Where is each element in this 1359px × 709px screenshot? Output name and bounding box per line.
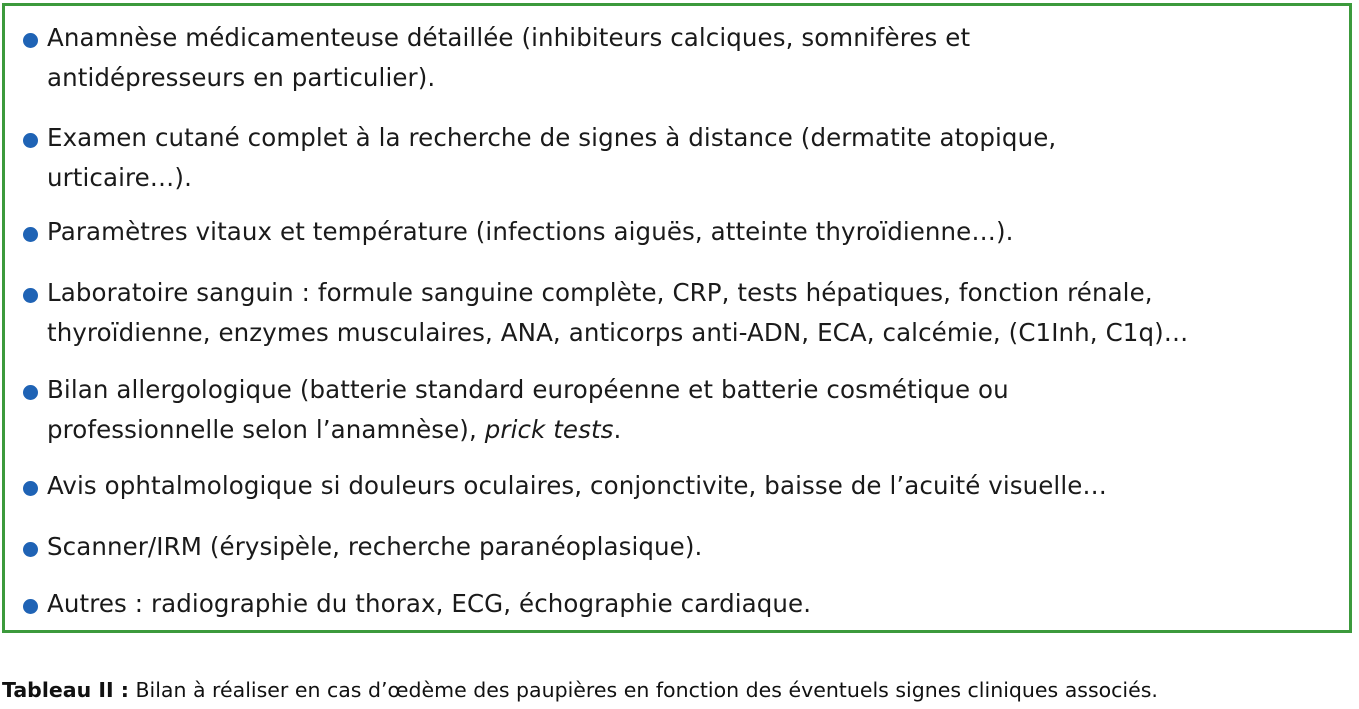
bullet-icon — [23, 542, 38, 557]
list-item — [23, 18, 1339, 98]
bullet-icon — [23, 385, 38, 400]
list-item — [23, 273, 1339, 353]
bullet-icon — [23, 133, 38, 148]
bullet-icon — [23, 227, 38, 242]
caption-text: Bilan à réaliser en cas d’œdème des paupières en fonction des éventuels signes cliniques associés. — [128, 678, 1158, 702]
table-caption — [2, 676, 1158, 704]
item-text-main: Bilan allergologique (batterie standard européenne et batterie cosmétique ou professionnelle selon l’anamnèse), — [47, 375, 1009, 444]
list-item — [23, 527, 1339, 567]
bullet-icon — [23, 599, 38, 614]
list-item — [23, 370, 1339, 450]
item-text: Examen cutané complet à la recherche de signes à distance (dermatite atopique, urticaire…). — [47, 123, 1057, 192]
item-text: Autres : radiographie du thorax, ECG, échographie cardiaque. — [47, 589, 812, 618]
bullet-icon — [23, 33, 38, 48]
item-text: Laboratoire sanguin : formule sanguine complète, CRP, tests hépatiques, fonction rénale, thyroïdienne, enzymes musculaires, ANA, anticorps anti-ADN, ECA, calcémie, (C1Inh, C1q)… — [47, 278, 1189, 347]
list-item — [23, 118, 1339, 198]
item-text — [47, 370, 1339, 450]
list-item — [23, 466, 1339, 506]
item-text-end: . — [613, 415, 622, 444]
item-text: Paramètres vitaux et température (infections aiguës, atteinte thyroïdienne…). — [47, 217, 1014, 246]
list-item — [23, 212, 1339, 252]
bullet-icon — [23, 288, 38, 303]
bullet-icon — [23, 481, 38, 496]
item-text: Avis ophtalmologique si douleurs oculaires, conjonctivite, baisse de l’acuité visuelle… — [47, 471, 1108, 500]
table-box — [2, 3, 1352, 633]
caption-label: Tableau II : — [2, 678, 129, 702]
item-text-italic: prick tests — [484, 415, 614, 444]
list-item — [23, 584, 1339, 624]
item-text: Scanner/IRM (érysipèle, recherche paranéoplasique). — [47, 532, 703, 561]
item-text: Anamnèse médicamenteuse détaillée (inhibiteurs calciques, somnifères et antidépresseurs en particulier). — [47, 23, 971, 92]
